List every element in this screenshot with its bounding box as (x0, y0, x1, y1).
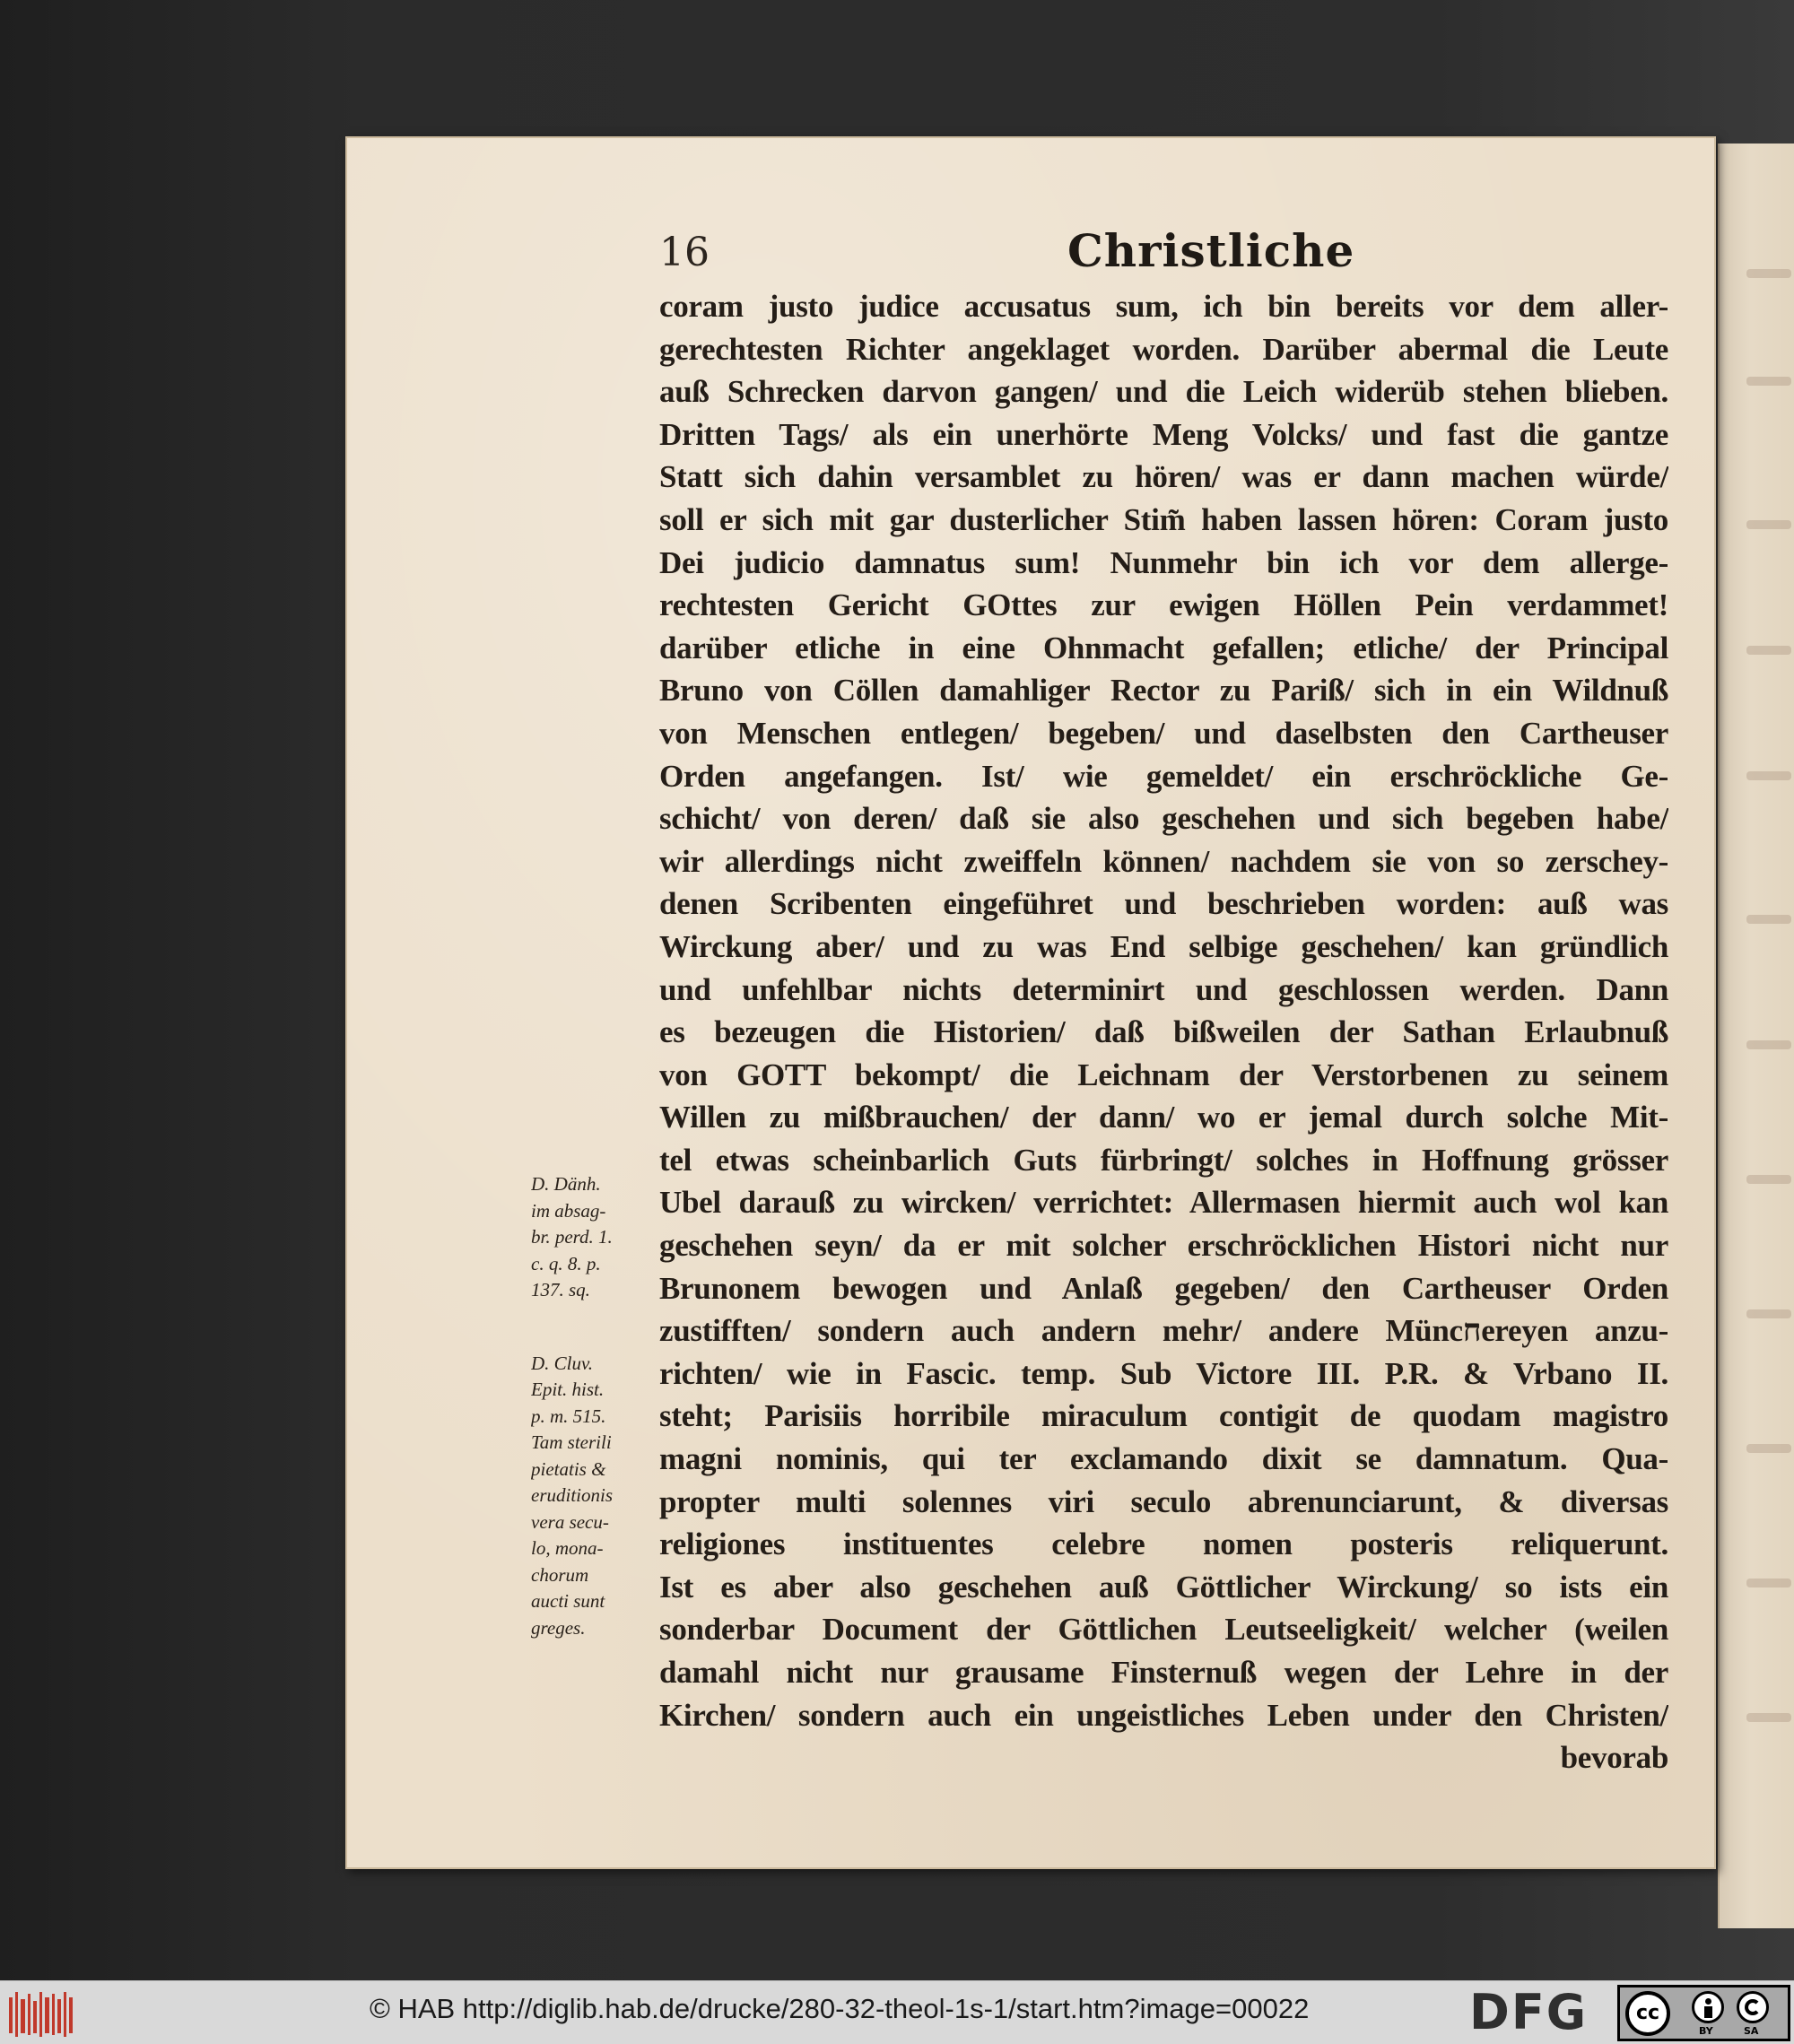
text-line: gerechtesten Richter angeklaget worden. Darüber abermal die Leute (659, 331, 1668, 367)
text-line: religiones instituentes celebre nomen posteris reliquerunt. (659, 1526, 1668, 1562)
text-line: propter multi solennes viri seculo abrenunciarunt, & diversas (659, 1483, 1668, 1519)
page-number: 16 (659, 230, 710, 275)
page-header (659, 224, 1673, 287)
text-line: soll er sich mit gar dusterlicher Stim̃ haben lassen hören: Coram justo (659, 501, 1668, 537)
footer-bar (0, 1980, 1794, 2044)
margin-note-line: D. Dänh. (531, 1173, 601, 1195)
text-line: Dritten Tags/ als ein unerhörte Meng Volcks/ und fast die gantze (659, 416, 1668, 452)
margin-note-line: im absag- (531, 1199, 606, 1222)
margin-note-line: Epit. hist. (531, 1379, 605, 1400)
cc-icon: cc (1625, 1991, 1670, 2036)
ghost-text (1746, 377, 1791, 386)
margin-notes (531, 1171, 657, 1641)
cc-by-label: BY (1699, 2025, 1713, 2037)
text-line: es bezeugen die Historien/ daß bißweilen der Sathan Erlaubnuß (659, 1014, 1668, 1050)
ghost-text (1746, 269, 1791, 278)
running-head: Christliche (1067, 224, 1355, 277)
text-line: zustifften/ sondern auch andern mehr/ andere Müncחereyen anzu- (659, 1313, 1668, 1349)
text-line: Kirchen/ sondern auch ein ungeistliches Leben under den Christen/ (659, 1697, 1668, 1733)
ghost-text (1746, 1713, 1791, 1722)
text-line: Wirckung aber/ und zu was End selbige geschehen/ kan gründlich (659, 928, 1668, 964)
margin-note-line: vera secu- (531, 1510, 609, 1533)
text-line: Dei judicio damnatus sum! Nunmehr bin ich vor dem allerge- (659, 544, 1668, 580)
margin-note-line: D. Cluv. (531, 1352, 594, 1374)
text-line: darüber etliche in eine Ohnmacht gefallen; etliche/ der Principal (659, 630, 1668, 665)
text-line: Willen zu mißbrauchen/ der dann/ wo er jemal durch solche Mit- (659, 1100, 1668, 1135)
margin-note-line: lo, mona- (531, 1537, 604, 1559)
ghost-text (1746, 1579, 1791, 1587)
text-line: und unfehlbar nichts determinirt und geschlossen werden. Dann (659, 971, 1668, 1007)
text-line: magni nominis, qui ter exclamando dixit se damnatum. Qua- (659, 1441, 1668, 1477)
text-line: denen Scribenten eingeführet und beschrieben worden: auß was (659, 886, 1668, 922)
margin-note-line: pietatis & (531, 1457, 606, 1480)
text-line: von GOTT bekompt/ die Leichnam der Verstorbenen zu seinem (659, 1057, 1668, 1092)
next-page-edge (1718, 144, 1794, 1928)
main-text-block (659, 285, 1668, 1779)
ghost-text (1746, 771, 1791, 780)
text-line: auß Schrecken darvon gangen/ und die Leich widerüb stehen blieben. (659, 374, 1668, 410)
ghost-text (1746, 1040, 1791, 1049)
text-line: Ist es aber also geschehen auß Göttlicher Wirckung/ so ists ein (659, 1569, 1668, 1605)
ghost-text (1746, 915, 1791, 924)
margin-note-line: 137. sq. (531, 1279, 590, 1300)
text-line: tel etwas scheinbarlich Guts fürbringt/ solches in Hoffnung grösser (659, 1142, 1668, 1178)
hab-barcode-icon[interactable] (7, 1988, 75, 2039)
text-line: sonderbar Document der Göttlichen Leutseeligkeit/ welcher (weilen (659, 1612, 1668, 1648)
text-line: Brunonem bewogen und Anlaß gegeben/ den Cartheuser Orden (659, 1270, 1668, 1306)
catchword: bevorab (1560, 1740, 1668, 1776)
text-line: rechtesten Gericht GOttes zur ewigen Höllen Pein verdammet! (659, 587, 1668, 623)
ghost-text (1746, 520, 1791, 529)
dfg-logo[interactable]: DFG (1469, 1984, 1589, 2040)
ghost-text (1746, 1175, 1791, 1184)
ghost-text (1746, 646, 1791, 655)
cc-by-icon (1692, 1991, 1724, 2023)
attribution-link[interactable]: © HAB http://diglib.hab.de/drucke/280-32-theol-1s-1/start.htm?image=00022 (370, 1993, 1310, 2024)
ghost-text (1746, 1309, 1791, 1318)
text-line: Statt sich dahin versamblet zu hören/ was er dann machen würde/ (659, 459, 1668, 495)
text-line: steht; Parisiis horribile miraculum contigit de quodam magistro (659, 1398, 1668, 1434)
margin-note-line: p. m. 515. (531, 1405, 606, 1427)
text-line: Ubel darauß zu wircken/ verrichtet: Allermasen hiermit auch wol kan (659, 1185, 1668, 1221)
text-line: damahl nicht nur grausame Finsternuß wegen der Lehre in der (659, 1655, 1668, 1690)
cc-sa-label: SA (1744, 2025, 1759, 2037)
text-line: schicht/ von deren/ daß sie also geschehen und sich begeben habe/ (659, 801, 1668, 837)
margin-note-line: br. perd. 1. (531, 1226, 613, 1248)
cc-sa-icon (1737, 1991, 1769, 2023)
text-line: geschehen seyn/ da er mit solcher erschröcklichen Histori nicht nur (659, 1228, 1668, 1264)
margin-note-spacer (531, 1304, 657, 1351)
margin-note-line: c. q. 8. p. (531, 1252, 601, 1274)
margin-note-line: aucti sunt (531, 1590, 605, 1612)
margin-note-line: chorum (531, 1563, 589, 1586)
margin-note-line: Tam sterili (531, 1431, 612, 1453)
margin-note-line: greges. (531, 1616, 586, 1639)
text-line: von Menschen entlegen/ begeben/ und daselbsten den Cartheuser (659, 715, 1668, 751)
ghost-text (1746, 1444, 1791, 1453)
text-line: coram justo judice accusatus sum, ich bin bereits vor dem aller- (659, 289, 1668, 324)
text-line: wir allerdings nicht zweiffeln können/ nachdem sie von so zerschey- (659, 843, 1668, 879)
margin-note-line: eruditionis (531, 1484, 614, 1506)
cc-license-badge[interactable] (1617, 1985, 1790, 2041)
text-line: Bruno von Cöllen damahliger Rector zu Pariß/ sich in ein Wildnuß (659, 673, 1668, 709)
text-line: Orden angefangen. Ist/ wie gemeldet/ ein erschröckliche Ge- (659, 758, 1668, 794)
text-line: richten/ wie in Fascic. temp. Sub Victore III. P.R. & Vrbano II. (659, 1355, 1668, 1391)
